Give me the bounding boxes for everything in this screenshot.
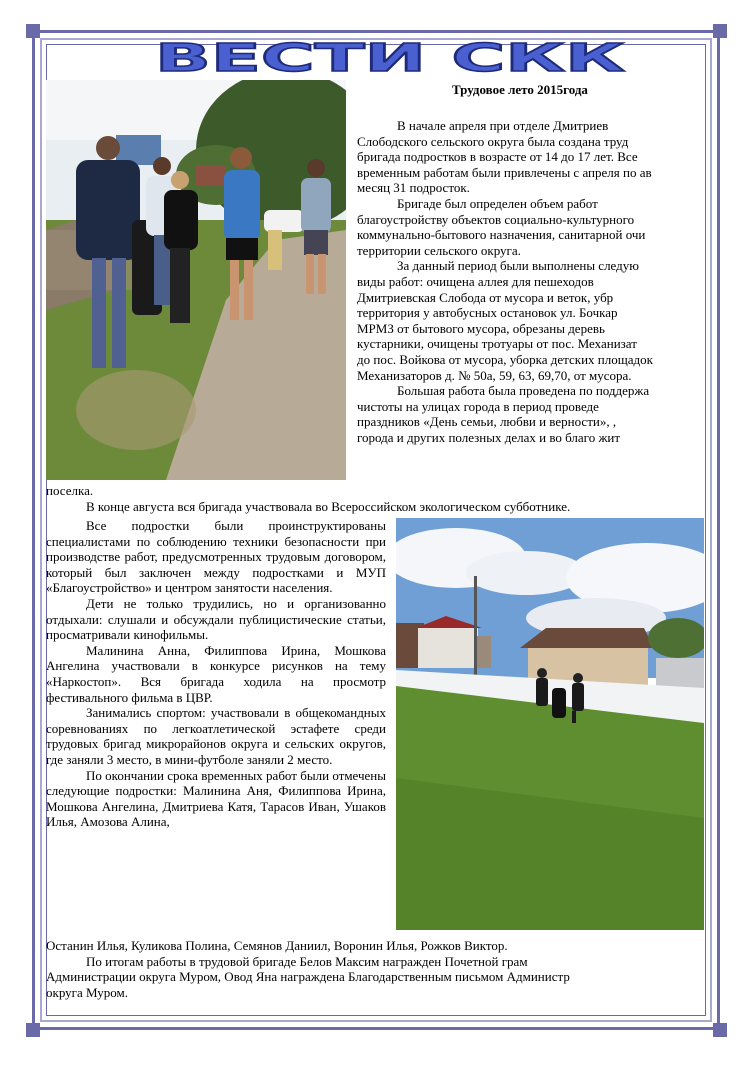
- intro-line: виды работ: очищена аллея для пешеходов: [357, 273, 594, 289]
- intro-line: Механизаторов д. № 50а, 59, 63, 69,70, от мусора.: [357, 367, 632, 383]
- intro-line: Бригаде был определен объем работ: [397, 195, 598, 211]
- body-paragraph: По окончании срока временных работ были отмечены следующие подростки: Малинина Аня, Филиппова Ирина, Мошкова Ангелина, Дмитриева Катя, Тарасов Иван, Ушаков Илья, Амозова Алина,: [46, 767, 386, 830]
- article-intro-column: [357, 118, 705, 493]
- conclusion-line: По итогам работы в трудовой бригаде Белов Максим награжден Почетной грам: [86, 953, 528, 969]
- intro-line: временным работам были привлечены с апреля по ав: [357, 164, 652, 180]
- intro-line: коммунально-бытового назначения, санитарной очи: [357, 227, 646, 243]
- photo-field-cleanup: [396, 518, 704, 930]
- article-title: Трудовое лето 2015года: [452, 82, 588, 97]
- corner-ornament-br: [713, 1023, 727, 1037]
- body-paragraph: Все подростки были проинструктированы специалистами по соблюдению техники безопасности при производстве работ, предусмотренных трудовым договором, который был заключен между подростками и МУП «Благоустройство» и центром занятости населения.: [46, 518, 386, 596]
- intro-line: праздников «День семьи, любви и верности», ,: [357, 414, 617, 430]
- intro-line: За данный период были выполнены следую: [397, 258, 639, 274]
- article-conclusion: [46, 938, 711, 1008]
- intro-line: чистоты на улицах города в период проведе: [357, 398, 599, 414]
- body-paragraph: Дети не только трудились, но и организованно отдыхали: слушали и обсуждали публицистические статьи, просматривали кинофильмы.: [46, 595, 386, 643]
- intro-line: кустарники, очищены тротуары от пос. Механизат: [357, 336, 637, 352]
- masthead: [150, 38, 630, 78]
- article-transition: [46, 483, 706, 514]
- intro-line: территория у автобусных остановок ул. Бочкар: [357, 305, 618, 321]
- photo-youth-cleanup: [46, 80, 346, 480]
- intro-line: бригада подростков в возрасте от 14 до 17 лет. Все: [357, 149, 638, 165]
- body-paragraph: Малинина Анна, Филиппова Ирина, Мошкова Ангелина участвовали в конкурсе рисунков на тему «Наркостоп». Вся бригада ходила на просмотр фестивального фильма в ЦВР.: [46, 642, 386, 705]
- intro-line: месяц 31 подросток.: [357, 180, 470, 196]
- article-left-column: [46, 518, 386, 830]
- conclusion-line: Администрации округа Муром, Овод Яна награждена Благодарственным письмом Администр: [46, 969, 570, 985]
- intro-line: Дмитриевская Слобода от мусора и веток, убр: [357, 289, 614, 305]
- article-line-subbotnik: В конце августа вся бригада участвовала во Всероссийском экологическом субботнике.: [86, 498, 571, 514]
- intro-line: до пос. Войкова от мусора, уборка детских площадок: [357, 351, 653, 367]
- article-line-poselka: поселка.: [46, 483, 94, 498]
- corner-ornament-tl: [26, 24, 40, 38]
- conclusion-line: Останин Илья, Куликова Полина, Семянов Даниил, Воронин Илья, Рожков Виктор.: [46, 938, 508, 953]
- intro-line: территории сельского округа.: [357, 242, 521, 258]
- intro-line: города и других полезных делах и во благо жит: [357, 429, 621, 445]
- conclusion-line: округа Муром.: [46, 984, 128, 1000]
- intro-line: Большая работа была проведена по поддержа: [397, 383, 650, 399]
- masthead-title: ВЕСТИ СКК: [155, 38, 625, 78]
- corner-ornament-tr: [713, 24, 727, 38]
- intro-line: В начале апреля при отделе Дмитриев: [397, 118, 609, 133]
- corner-ornament-bl: [26, 1023, 40, 1037]
- intro-line: МРМЗ от бытового мусора, обрезаны деревь: [357, 320, 605, 336]
- body-paragraph: Занимались спортом: участвовали в общекомандных соревнованиях по легкоатлетической эстафете среди трудовых бригад микрорайонов округа и сельских округов, где заняли 3 место, в мини-футболе заняли 2 место.: [46, 705, 386, 767]
- intro-line: благоустройству объектов социально-культурного: [357, 211, 635, 227]
- intro-line: Слободского сельского округа была создана труд: [357, 133, 629, 149]
